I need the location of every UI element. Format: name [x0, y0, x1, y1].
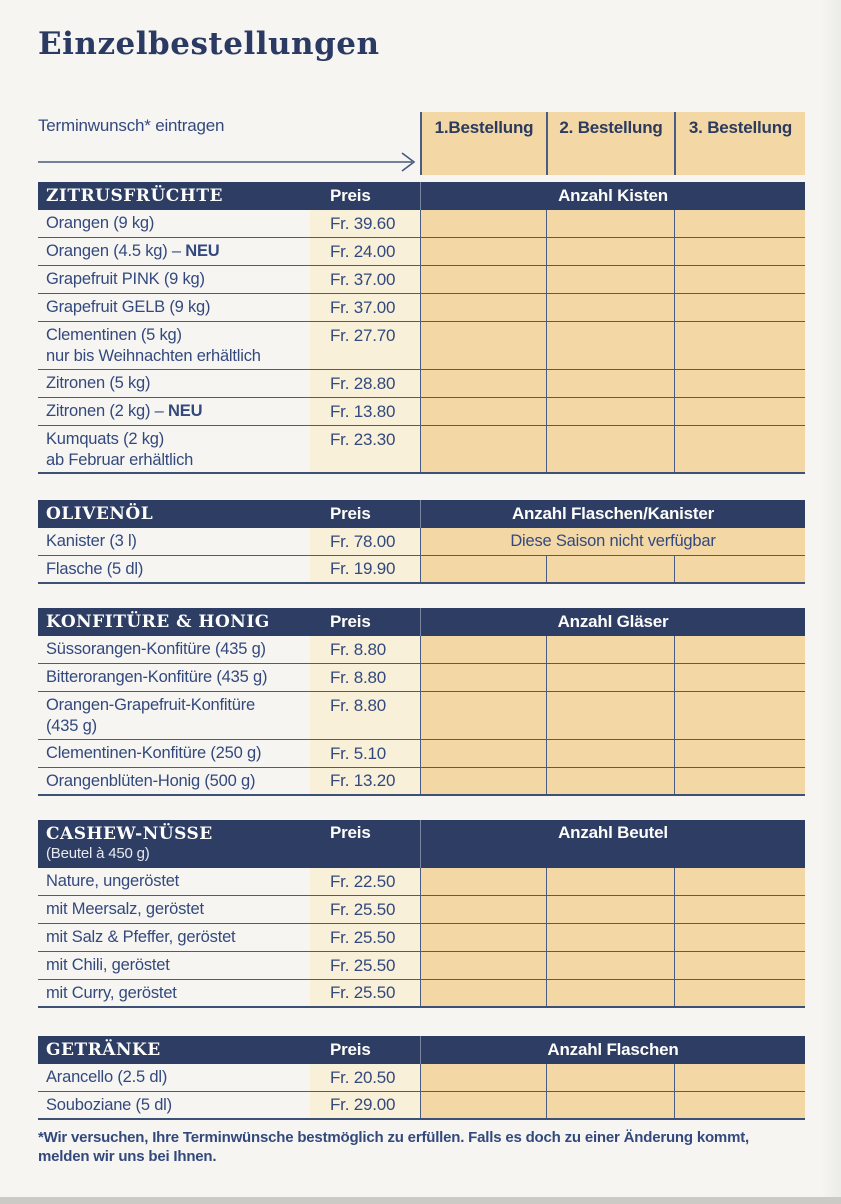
order-qty-cell-2[interactable] — [546, 210, 674, 237]
product-label: Orangenblüten-Honig (500 g) — [46, 772, 256, 790]
order-qty-cell-2[interactable] — [546, 692, 674, 739]
product-name-cell — [38, 952, 310, 979]
price-column-header: Preis — [330, 186, 371, 205]
product-row — [38, 692, 805, 740]
product-row — [38, 426, 805, 474]
product-name-cell — [38, 868, 310, 895]
price-cell: Fr. 25.50 — [310, 980, 420, 1006]
product-row — [38, 1064, 805, 1092]
order-qty-cell-1[interactable] — [420, 238, 546, 265]
price-cell: Fr. 25.50 — [310, 952, 420, 979]
order-qty-cell-2[interactable] — [546, 740, 674, 767]
order-qty-cell-3[interactable] — [674, 692, 805, 739]
price-cell: Fr. 5.10 — [310, 740, 420, 767]
section-title: KONFITÜRE & HONIG — [46, 612, 270, 632]
quantity-column-header: Anzahl Kisten — [420, 182, 805, 210]
order-qty-cell-2[interactable] — [546, 556, 674, 582]
product-label: mit Salz & Pfeffer, geröstet — [46, 928, 236, 946]
product-name-cell — [38, 768, 310, 794]
order-qty-cell-1[interactable] — [420, 294, 546, 321]
section-header-cell — [38, 1036, 310, 1064]
product-name-cell — [38, 1092, 310, 1118]
product-name-cell — [38, 322, 310, 369]
order-qty-cell-1[interactable] — [420, 426, 546, 472]
price-cell: Fr. 22.50 — [310, 868, 420, 895]
product-label: Grapefruit PINK (9 kg) — [46, 270, 205, 288]
price-cell: Fr. 37.00 — [310, 266, 420, 293]
quantity-note-cell: Diese Saison nicht verfügbar — [420, 528, 805, 555]
price-column-header: Preis — [330, 504, 371, 523]
order-qty-cell-1[interactable] — [420, 924, 546, 951]
order-qty-cell-2[interactable] — [546, 426, 674, 472]
order-qty-cell-3[interactable] — [674, 896, 805, 923]
order-table — [38, 500, 805, 584]
section-title: OLIVENÖL — [46, 504, 154, 524]
order-qty-cell-3[interactable] — [674, 266, 805, 293]
order-qty-cell-1[interactable] — [420, 370, 546, 397]
product-name-cell — [38, 294, 310, 321]
section-title: GETRÄNKE — [46, 1040, 161, 1060]
order-qty-cell-1[interactable] — [420, 1092, 546, 1118]
product-label: Bitterorangen-Konfitüre (435 g) — [46, 668, 268, 686]
bestellung-1-label: 1.Bestellung — [434, 118, 534, 137]
order-qty-cell-3[interactable] — [674, 768, 805, 794]
order-qty-cell-1[interactable] — [420, 398, 546, 425]
product-name-cell — [38, 636, 310, 663]
product-label: Orangen-Grapefruit-Konfitüre — [46, 696, 256, 714]
product-name-cell — [38, 398, 310, 425]
price-cell: Fr. 23.30 — [310, 426, 420, 472]
product-row — [38, 294, 805, 322]
order-qty-cell-3[interactable] — [674, 426, 805, 472]
product-name-cell — [38, 210, 310, 237]
product-row — [38, 398, 805, 426]
product-note: (435 g) — [46, 717, 97, 735]
order-qty-cell-1[interactable] — [420, 210, 546, 237]
quantity-column-header: Anzahl Flaschen — [420, 1036, 805, 1064]
product-label: Grapefruit GELB (9 kg) — [46, 298, 211, 316]
terminwunsch-label: Terminwunsch* eintragen — [38, 116, 225, 135]
product-label: Flasche (5 dl) — [46, 560, 144, 578]
section-header-cell — [38, 500, 310, 528]
product-name-cell — [38, 426, 310, 472]
order-qty-cell-2[interactable] — [546, 664, 674, 691]
table-body — [38, 636, 805, 796]
order-qty-cell-3[interactable] — [674, 636, 805, 663]
product-name-cell — [38, 664, 310, 691]
price-cell: Fr. 27.70 — [310, 322, 420, 369]
product-label: Kanister (3 l) — [46, 532, 137, 550]
bestellung-3-label: 3. Bestellung — [688, 118, 793, 137]
order-qty-cell-2[interactable] — [546, 896, 674, 923]
product-name-cell — [38, 528, 310, 555]
scan-bottom-edge — [0, 1197, 841, 1204]
order-qty-cell-1[interactable] — [420, 896, 546, 923]
order-qty-cell-1[interactable] — [420, 692, 546, 739]
product-row — [38, 768, 805, 796]
price-column-header: Preis — [330, 1040, 371, 1059]
product-name-cell — [38, 980, 310, 1006]
product-label: Orangen (4.5 kg) – — [46, 242, 186, 260]
order-qty-cell-1[interactable] — [420, 952, 546, 979]
section-header-cell — [38, 182, 310, 210]
price-cell: Fr. 8.80 — [310, 692, 420, 739]
product-name-cell — [38, 1064, 310, 1091]
price-cell: Fr. 13.20 — [310, 768, 420, 794]
order-qty-cell-1[interactable] — [420, 768, 546, 794]
price-column-header: Preis — [330, 612, 371, 631]
product-row — [38, 740, 805, 768]
product-label: mit Chili, geröstet — [46, 956, 170, 974]
product-label: Zitronen (2 kg) – — [46, 402, 169, 420]
product-row — [38, 924, 805, 952]
quantity-column-header: Anzahl Beutel — [420, 820, 805, 868]
order-qty-cell-3[interactable] — [674, 210, 805, 237]
product-row — [38, 1092, 805, 1120]
price-cell: Fr. 28.80 — [310, 370, 420, 397]
product-row — [38, 664, 805, 692]
product-row — [38, 210, 805, 238]
bestellung-2-date-cell[interactable] — [546, 112, 674, 175]
product-label-new-badge: NEU — [168, 402, 203, 420]
price-cell: Fr. 29.00 — [310, 1092, 420, 1118]
price-cell: Fr. 20.50 — [310, 1064, 420, 1091]
price-cell: Fr. 19.90 — [310, 556, 420, 582]
quantity-column-header: Anzahl Gläser — [420, 608, 805, 636]
bestellung-1-date-cell[interactable] — [420, 112, 546, 175]
product-label: Zitronen (5 kg) — [46, 374, 151, 392]
price-cell: Fr. 78.00 — [310, 528, 420, 555]
schedule-header — [38, 112, 805, 175]
order-qty-cell-3[interactable] — [674, 980, 805, 1006]
product-row — [38, 868, 805, 896]
product-note: ab Februar erhältlich — [46, 451, 194, 469]
price-cell: Fr. 8.80 — [310, 636, 420, 663]
product-name-cell — [38, 266, 310, 293]
table-header-row — [38, 500, 805, 528]
product-row — [38, 980, 805, 1008]
table-header-row — [38, 1036, 805, 1064]
order-qty-cell-1[interactable] — [420, 980, 546, 1006]
table-header-row — [38, 182, 805, 210]
product-label: mit Meersalz, geröstet — [46, 900, 204, 918]
table-body — [38, 528, 805, 584]
product-label: Arancello (2.5 dl) — [46, 1068, 168, 1086]
price-cell: Fr. 37.00 — [310, 294, 420, 321]
product-row — [38, 556, 805, 584]
price-cell: Fr. 13.80 — [310, 398, 420, 425]
order-table — [38, 820, 805, 1008]
order-qty-cell-1[interactable] — [420, 322, 546, 369]
order-qty-cell-2[interactable] — [546, 924, 674, 951]
order-date-boxes — [420, 112, 805, 175]
product-name-cell — [38, 924, 310, 951]
product-row — [38, 322, 805, 370]
section-title: CASHEW-NÜSSE — [46, 824, 213, 844]
order-qty-cell-3[interactable] — [674, 322, 805, 369]
order-qty-cell-1[interactable] — [420, 740, 546, 767]
price-cell: Fr. 25.50 — [310, 896, 420, 923]
product-row — [38, 636, 805, 664]
bestellung-2-label: 2. Bestellung — [559, 118, 663, 137]
order-qty-cell-3[interactable] — [674, 238, 805, 265]
order-qty-cell-3[interactable] — [674, 868, 805, 895]
table-body — [38, 868, 805, 1008]
order-qty-cell-2[interactable] — [546, 980, 674, 1006]
product-row — [38, 952, 805, 980]
order-qty-cell-3[interactable] — [674, 294, 805, 321]
order-qty-cell-3[interactable] — [674, 740, 805, 767]
product-note: nur bis Weihnachten erhältlich — [46, 347, 261, 365]
order-qty-cell-1[interactable] — [420, 1064, 546, 1091]
arrow-right-icon — [38, 146, 420, 172]
product-row — [38, 238, 805, 266]
order-qty-cell-2[interactable] — [546, 1064, 674, 1091]
section-header-cell — [38, 608, 310, 636]
order-qty-cell-2[interactable] — [546, 398, 674, 425]
product-label: Souboziane (5 dl) — [46, 1096, 172, 1114]
order-table — [38, 182, 805, 474]
order-qty-cell-2[interactable] — [546, 294, 674, 321]
product-name-cell — [38, 556, 310, 582]
product-name-cell — [38, 692, 310, 739]
order-qty-cell-3[interactable] — [674, 556, 805, 582]
product-name-cell — [38, 896, 310, 923]
product-row — [38, 528, 805, 556]
order-qty-cell-3[interactable] — [674, 370, 805, 397]
section-subtitle: (Beutel à 450 g) — [46, 845, 150, 862]
product-label-new-badge: NEU — [185, 242, 220, 260]
order-qty-cell-2[interactable] — [546, 868, 674, 895]
price-cell: Fr. 25.50 — [310, 924, 420, 951]
order-qty-cell-2[interactable] — [546, 636, 674, 663]
product-name-cell — [38, 238, 310, 265]
bestellung-3-date-cell[interactable] — [674, 112, 805, 175]
page-title: Einzelbestellungen — [38, 26, 380, 62]
product-row — [38, 896, 805, 924]
order-qty-cell-1[interactable] — [420, 266, 546, 293]
order-qty-cell-2[interactable] — [546, 266, 674, 293]
price-column-header: Preis — [330, 823, 371, 842]
product-row — [38, 370, 805, 398]
footnote: *Wir versuchen, Ihre Terminwünsche bestmöglich zu erfüllen. Falls es doch zu einer Änderung kommt, melden wir uns bei Ihnen. — [38, 1129, 749, 1165]
order-qty-cell-1[interactable] — [420, 636, 546, 663]
product-label: Orangen (9 kg) — [46, 214, 155, 232]
order-table — [38, 608, 805, 796]
product-name-cell — [38, 370, 310, 397]
order-qty-cell-2[interactable] — [546, 238, 674, 265]
order-qty-cell-3[interactable] — [674, 398, 805, 425]
order-qty-cell-2[interactable] — [546, 1092, 674, 1118]
order-qty-cell-3[interactable] — [674, 664, 805, 691]
order-qty-cell-2[interactable] — [546, 322, 674, 369]
order-qty-cell-2[interactable] — [546, 370, 674, 397]
scan-edge-shadow — [821, 0, 841, 1204]
order-qty-cell-1[interactable] — [420, 868, 546, 895]
order-qty-cell-2[interactable] — [546, 768, 674, 794]
product-row — [38, 266, 805, 294]
order-qty-cell-3[interactable] — [674, 952, 805, 979]
order-table — [38, 1036, 805, 1120]
product-name-cell — [38, 740, 310, 767]
table-header-row — [38, 820, 805, 868]
product-label: Süssorangen-Konfitüre (435 g) — [46, 640, 266, 658]
quantity-column-header: Anzahl Flaschen/Kanister — [420, 500, 805, 528]
product-label: Clementinen-Konfitüre (250 g) — [46, 744, 262, 762]
order-qty-cell-1[interactable] — [420, 664, 546, 691]
order-qty-cell-1[interactable] — [420, 556, 546, 582]
section-header-cell — [38, 820, 310, 868]
product-label: Nature, ungeröstet — [46, 872, 180, 890]
table-header-row — [38, 608, 805, 636]
order-qty-cell-2[interactable] — [546, 952, 674, 979]
order-qty-cell-3[interactable] — [674, 924, 805, 951]
product-label: Kumquats (2 kg) — [46, 430, 165, 448]
order-qty-cell-3[interactable] — [674, 1064, 805, 1091]
price-cell: Fr. 8.80 — [310, 664, 420, 691]
section-title: ZITRUSFRÜCHTE — [46, 186, 223, 206]
product-label: Clementinen (5 kg) — [46, 326, 182, 344]
table-body — [38, 1064, 805, 1120]
product-label: mit Curry, geröstet — [46, 984, 177, 1002]
price-cell: Fr. 39.60 — [310, 210, 420, 237]
order-qty-cell-3[interactable] — [674, 1092, 805, 1118]
price-cell: Fr. 24.00 — [310, 238, 420, 265]
table-body — [38, 210, 805, 474]
